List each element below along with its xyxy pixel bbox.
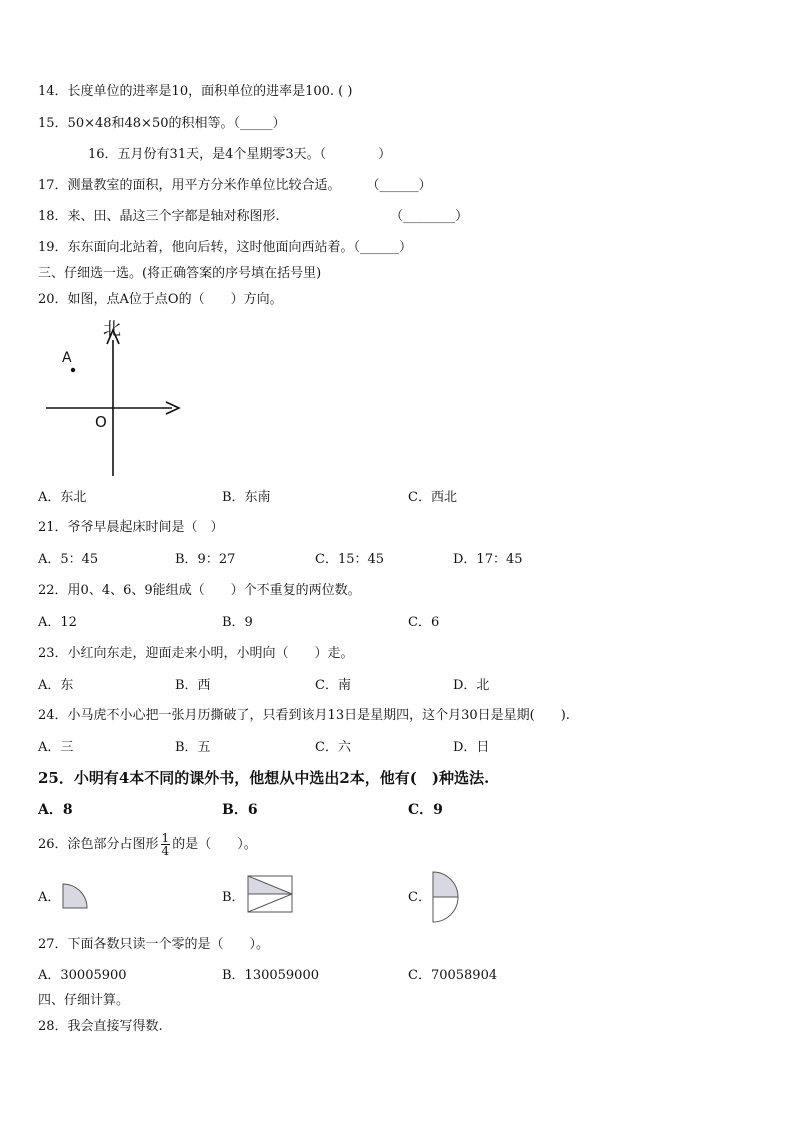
q22-option-b: B．9 [222, 615, 253, 630]
rectangle-figure [248, 876, 292, 912]
question-21: 21．爷爷早晨起床时间是（ ） [38, 520, 224, 535]
question-14: 14．长度单位的进率是10，面积单位的进率是100. ( ) [38, 84, 353, 99]
shaded-sector [433, 872, 458, 897]
point-a-label: A [62, 350, 72, 366]
q26-option-b: B． [222, 890, 245, 905]
rectangle-diagonal-bottom [248, 894, 292, 912]
question-18: 18．来、田、晶这三个字都是轴对称图形. （________） [38, 209, 469, 224]
q26-option-a: A． [38, 890, 61, 905]
q22-option-c: C．6 [408, 615, 440, 630]
fraction-denominator: 4 [161, 844, 170, 858]
q22-option-a: A．12 [38, 615, 77, 630]
shaded-triangle [248, 876, 292, 894]
north-label: 北 [103, 319, 121, 340]
q27-option-a: A．30005900 [38, 968, 127, 983]
north-arrow-icon [107, 330, 119, 344]
axes [46, 330, 179, 476]
q21-option-a: A．5：45 [38, 552, 99, 567]
q20-option-a: A．东北 [38, 490, 87, 505]
q27-option-c: C．70058904 [408, 968, 498, 983]
q21-option-b: B．9：27 [175, 552, 236, 567]
rectangle-diagonal-top [248, 876, 292, 894]
q24-option-a: A．三 [38, 740, 74, 755]
q25-option-a: A．8 [38, 802, 73, 818]
q24-option-b: B．五 [175, 740, 211, 755]
q26-text-suffix: 的是（ ）。 [172, 837, 257, 852]
question-19: 19．东东面向北站着，他向后转，这时他面向西站着。（______） [38, 240, 413, 255]
question-15: 15．50×48和48×50的积相等。（_____） [38, 116, 286, 131]
section-3-heading: 三、仔细选一选。(将正确答案的序号填在括号里) [38, 266, 322, 281]
question-20: 20．如图，点A位于点O的（ ）方向。 [38, 292, 283, 307]
q23-option-b: B．西 [175, 678, 211, 693]
q26-option-c: C． [408, 890, 431, 905]
fraction-numerator: 1 [161, 831, 170, 845]
question-26 [38, 830, 257, 860]
section-4-heading: 四、仔细计算。 [38, 993, 130, 1008]
semicircle-figure [433, 872, 458, 922]
east-arrow-icon [166, 402, 179, 414]
quarter-circle-figure [63, 884, 87, 908]
q24-option-c: C．六 [315, 740, 351, 755]
q25-option-b: B．6 [222, 802, 258, 818]
q21-option-d: D．17：45 [453, 552, 523, 567]
q20-option-b: B．东南 [222, 490, 271, 505]
point-a-dot [71, 368, 75, 372]
q23-option-d: D．北 [453, 678, 490, 693]
semicircle-outline [433, 872, 458, 922]
question-24: 24．小马虎不小心把一张月历撕破了，只看到该月13日是星期四，这个月30日是星期( ). [38, 708, 570, 723]
fraction-one-quarter [161, 832, 171, 857]
origin-label: O [95, 413, 107, 431]
question-28: 28．我会直接写得数. [38, 1019, 163, 1034]
question-17: 17．测量教室的面积，用平方分米作单位比较合适。 （______） [38, 178, 432, 193]
question-25: 25．小明有4本不同的课外书，他想从中选出2本，他有( )种选法. [38, 769, 490, 787]
q23-option-c: C．南 [315, 678, 351, 693]
q24-option-d: D．日 [453, 740, 490, 755]
rectangle-outline [248, 876, 292, 912]
q20-option-c: C．西北 [408, 490, 457, 505]
q26-text-prefix: 26．涂色部分占图形 [38, 837, 159, 852]
q23-option-a: A．东 [38, 678, 74, 693]
question-22: 22．用0、4、6、9能组成（ ）个不重复的两位数。 [38, 583, 361, 598]
question-16: 16．五月份有31天，是4个星期零3天。（ ） [88, 147, 392, 162]
q27-option-b: B．130059000 [222, 968, 319, 983]
q21-option-c: C．15：45 [315, 552, 385, 567]
question-27: 27．下面各数只读一个零的是（ ）。 [38, 937, 270, 952]
q25-option-c: C．9 [408, 802, 443, 818]
question-23: 23．小红向东走，迎面走来小明，小明向（ ）走。 [38, 646, 354, 661]
